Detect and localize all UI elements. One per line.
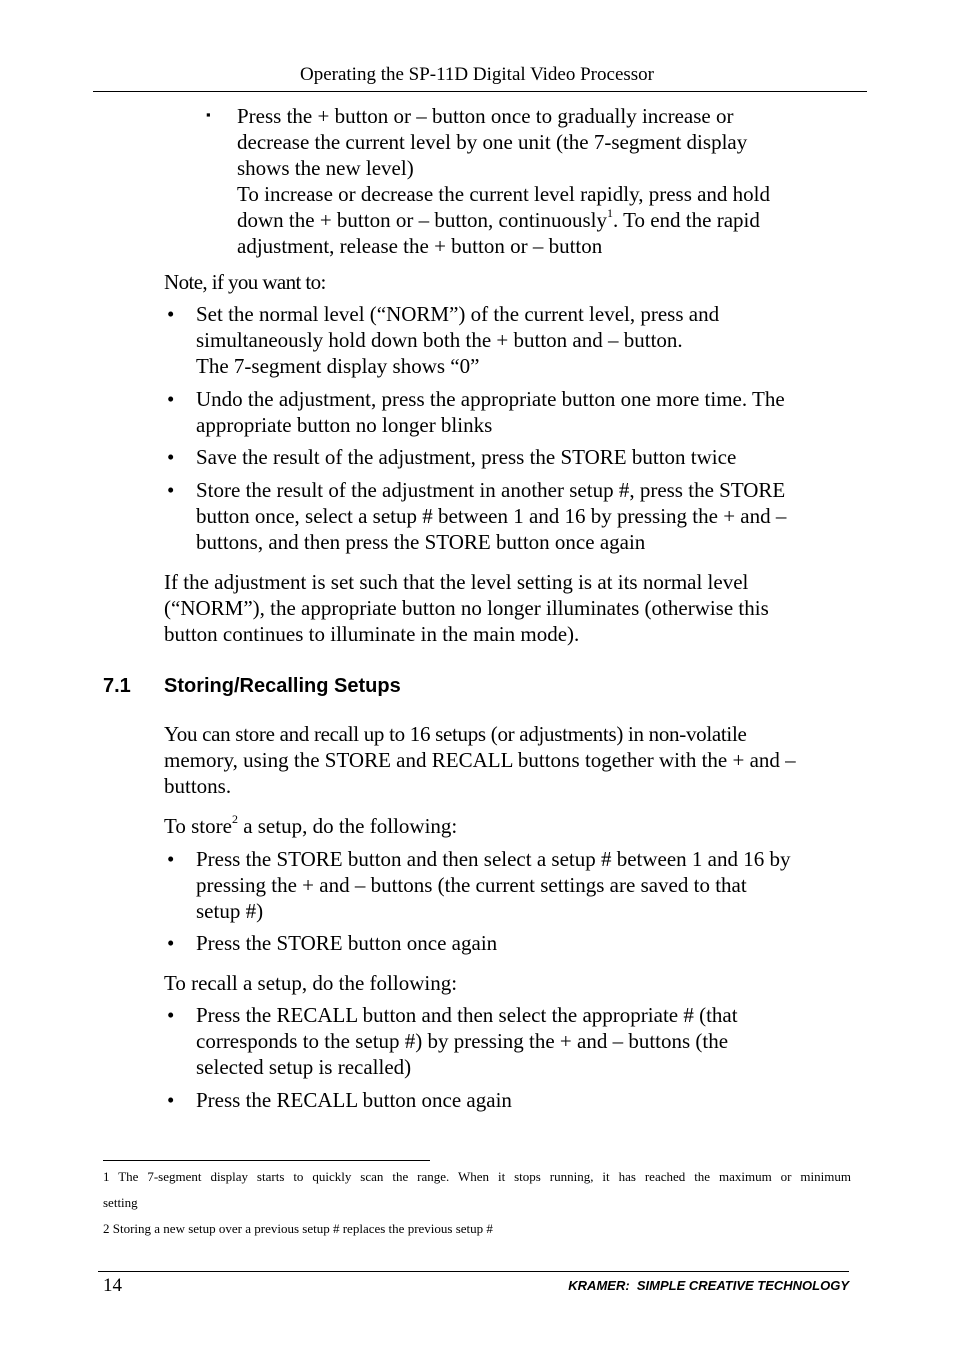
page-number: 14: [103, 1275, 122, 1296]
note-item-line: simultaneously hold down both the + button and – button.: [196, 328, 683, 352]
note-item: [196, 301, 856, 379]
footnote-1: [103, 1164, 851, 1216]
footer-brand: KRAMER: SIMPLE CREATIVE TECHNOLOGY: [568, 1278, 849, 1293]
norm-paragraph: [164, 569, 864, 647]
note-intro: Note, if you want to:: [164, 270, 326, 294]
store-intro-part: a setup, do the following:: [237, 814, 458, 838]
top-item-line: Press the + button or – button once to gradually increase or: [237, 104, 734, 128]
recall-intro: To recall a setup, do the following:: [164, 971, 458, 995]
store-item: [196, 930, 856, 956]
store-item-line: setup #): [196, 899, 264, 923]
note-item-line: The 7-segment display shows “0”: [196, 354, 480, 378]
footer-rule: [98, 1271, 849, 1272]
section-number: 7.1: [103, 675, 131, 697]
paragraph-line: If the adjustment is set such that the level setting is at its normal level: [164, 570, 749, 594]
top-item-text-part: down the + button or – button, continuously: [237, 208, 607, 232]
recall-item: [196, 1002, 856, 1080]
square-bullet-icon: ▪: [206, 107, 211, 122]
paragraph-line: (“NORM”), the appropriate button no longer illuminates (otherwise this: [164, 596, 769, 620]
top-item-line: shows the new level): [237, 156, 414, 180]
section-title: Storing/Recalling Setups: [164, 675, 401, 697]
note-item-line: appropriate button no longer blinks: [196, 413, 493, 437]
store-intro: [164, 813, 457, 839]
recall-item: [196, 1087, 856, 1113]
store-intro-part: To store: [164, 814, 232, 838]
paragraph-line: buttons.: [164, 774, 232, 798]
footnote-line: 1 The 7-segment display starts to quickly scan the range. When it stops running, it has reached the maximum or minimum: [103, 1169, 851, 1184]
paragraph-line: You can store and recall up to 16 setups (or adjustments) in non-volatile: [164, 722, 747, 746]
store-item-line: pressing the + and – buttons (the current settings are saved to that: [196, 873, 747, 897]
intro-paragraph: [164, 721, 864, 799]
top-item-text: [237, 103, 857, 259]
paragraph-line: memory, using the STORE and RECALL buttons together with the + and –: [164, 748, 796, 772]
bullet-icon: •: [167, 478, 175, 502]
bullet-icon: •: [167, 1088, 175, 1112]
note-item-line: Set the normal level (“NORM”) of the current level, press and: [196, 302, 720, 326]
top-item-line: [237, 207, 857, 233]
bullet-icon: •: [167, 387, 175, 411]
bullet-icon: •: [167, 847, 175, 871]
recall-item-line: Press the RECALL button once again: [196, 1088, 512, 1112]
recall-item-line: selected setup is recalled): [196, 1055, 412, 1079]
note-item: [196, 477, 856, 555]
note-item-line: Undo the adjustment, press the appropriate button one more time. The: [196, 387, 785, 411]
bullet-icon: •: [167, 302, 175, 326]
top-item-line: decrease the current level by one unit (the 7-segment display: [237, 130, 748, 154]
footnote-line: 2 Storing a new setup over a previous setup # replaces the previous setup #: [103, 1221, 493, 1236]
paragraph-line: button continues to illuminate in the main mode).: [164, 622, 580, 646]
recall-item-line: Press the RECALL button and then select the appropriate # (that: [196, 1003, 738, 1027]
store-item-line: Press the STORE button once again: [196, 931, 498, 955]
footnote-line: setting: [103, 1195, 138, 1210]
top-item-text-part: . To end the rapid: [613, 208, 760, 232]
store-item: [196, 846, 856, 924]
note-item-line: buttons, and then press the STORE button once again: [196, 530, 646, 554]
note-item-line: button once, select a setup # between 1 and 16 by pressing the + and –: [196, 504, 787, 528]
footnote-2: [103, 1216, 851, 1242]
note-item: [196, 444, 856, 470]
top-item-line: adjustment, release the + button or – button: [237, 234, 603, 258]
note-item-line: Store the result of the adjustment in another setup #, press the STORE: [196, 478, 786, 502]
bullet-icon: •: [167, 445, 175, 469]
note-item-line: Save the result of the adjustment, press the STORE button twice: [196, 445, 737, 469]
top-item-line: To increase or decrease the current level rapidly, press and hold: [237, 182, 771, 206]
page-header-title: Operating the SP-11D Digital Video Processor: [299, 64, 654, 85]
header-rule: [93, 91, 867, 92]
recall-item-line: corresponds to the setup #) by pressing the + and – buttons (the: [196, 1029, 729, 1053]
note-item: [196, 386, 856, 438]
bullet-icon: •: [167, 1003, 175, 1027]
footnote-ref-1[interactable]: 1: [607, 206, 613, 220]
store-item-line: Press the STORE button and then select a setup # between 1 and 16 by: [196, 847, 791, 871]
footnote-ref-2[interactable]: 2: [231, 812, 238, 826]
bullet-icon: •: [167, 931, 175, 955]
footnote-separator: [103, 1160, 430, 1161]
